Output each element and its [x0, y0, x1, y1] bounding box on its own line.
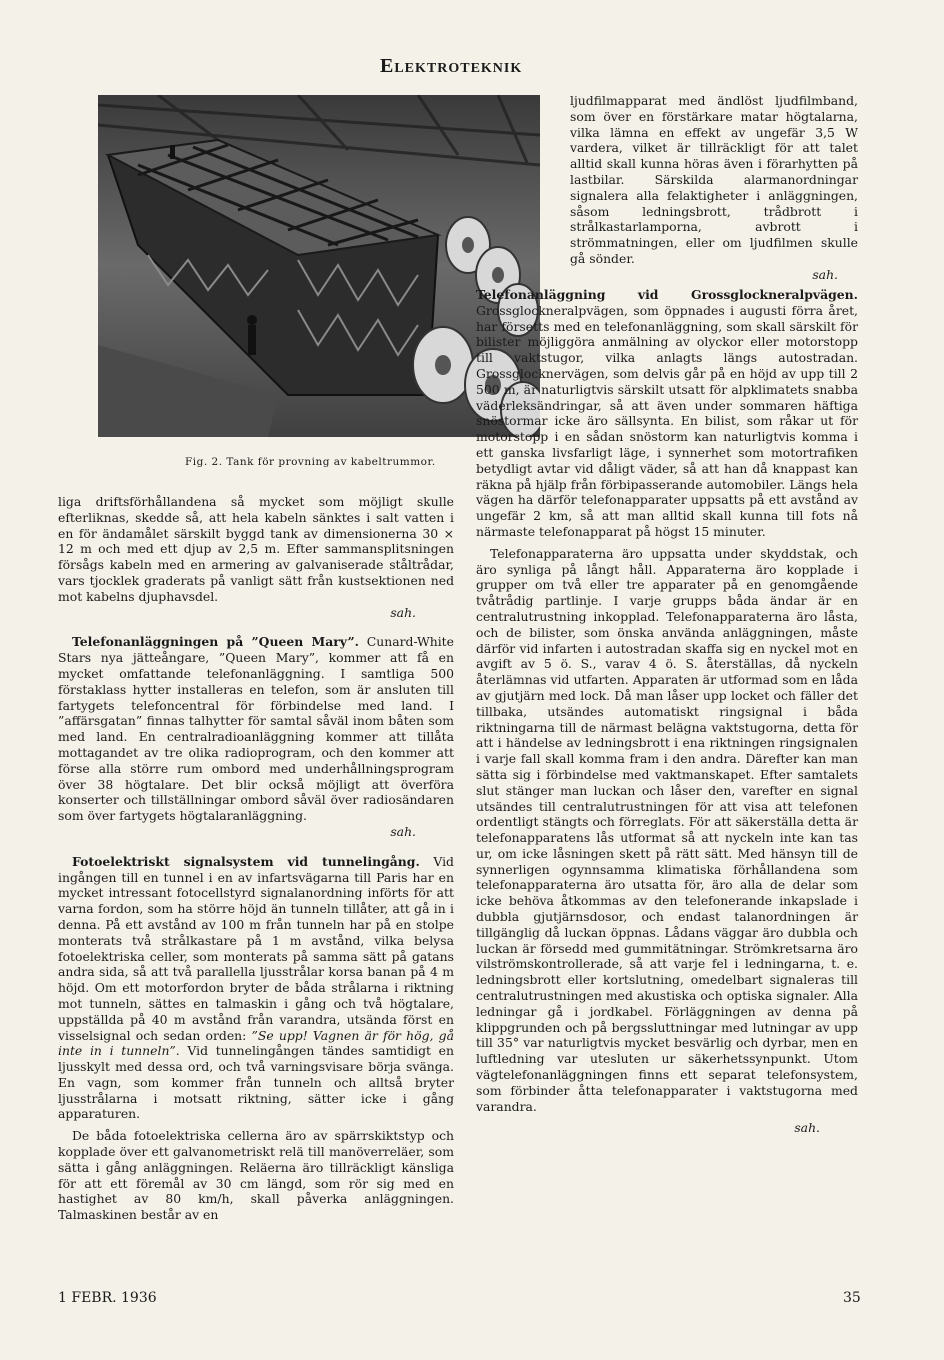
left-paragraph-photocells: De båda fotoelektriska cellerna äro av spärrskiktstyp och kopplade över ett galvanometriskt relä till manöverreläer, som sätta i gång anläggningen. Reläerna äro tillräckligt känsliga för att ett föremål av 30 cm längd, som rör sig med en hastighet av 80 km/h, skall påverka anläggningen. Talmaskinen består av en — [58, 1128, 454, 1223]
section-text-queen-mary: Cunard-White Stars nya jätteångare, ”Queen Mary”, kommer att få en mycket omfattande telefonanläggning. I samtliga 500 förstaklass hytter installeras en telefon, som är ansluten till fartygets telefoncentral för förbindelse med land. I ”affärsgatan” finnas talhytter för samtal såväl inom båten som med land. En centralradioanläggning kommer att tillåta mottagandet av tre olika radioprogram, och den kommer att förse alla större rum ombord med underhållningsprogram över 38 högtalare. Det blir också möjligt att överföra konserter och tillställningar ombord såväl över radiosändaren som över fartygets högtalaranläggning. — [58, 634, 454, 824]
section-quote-tunnel-signal: ”Se upp! Vagnen är för hög, gå inte in i tunneln”. — [58, 1027, 454, 1059]
section-grossglockner — [476, 287, 858, 540]
tank-photo-illustration — [98, 95, 540, 437]
right-paragraph-1-text: ljudfilmapparat med ändlöst ljudfilmband, som över en förstärkare matar högtalarna, vilka lämna en effekt av ungefär 3,5 W vardera, vilket är tillräckligt för att talet alltid skall kunna höras även i förarhytten på lastbilar. Särskilda alarmanordningar signalera alla felaktigheter i anläggningen, såsom ledningsbrott, trådbrott i strålkastarlamporna, avbrott i strömmatningen, eller om ljudfilmen skulle gå sönder. — [570, 93, 858, 266]
section-text2-tunnel-signal: Vid tunnelingången tändes samtidigt en ljusskylt med dessa ord, och två varningsvisare börja svänga. En vagn, som kommer från tunneln och alltså bryter ljusstrålarna i motsatt riktning, sätter icke i gång apparaturen. — [58, 1043, 454, 1122]
right-column-top — [570, 93, 858, 283]
right-paragraph-telephones: Telefonapparaterna äro uppsatta under skyddstak, och äro synliga på långt håll. Apparaterna äro kopplade i grupper om två eller tre apparater på en genomgående tvåtrådig partlinje. I varje grupps båda ändar är en centralutrustning inkopplad. Telefonapparaterna äro låsta, och de bilister, som önska använda anläggningen, måste därför vid infarten i autostradan skaffa sig en nyckel mot en avgift av 5 ö. S., varav 4 ö. S. återställas, då nyckeln återlämnas vid utfarten. Apparaten är utformad som en låda av gjutjärn med lock. Då man låser upp locket och fäller det tillbaka, utsändes automatiskt ringsignal i båda riktningarna till de närmast belägna vaktstugorna, detta för att i händelse av ledningsbrott i ena riktningen ringsignalen i varje fall skall komma fram i den andra. Därefter kan man sätta sig i förbindelse med vaktmanskapet. Efter samtalets slut stänger man luckan och låser den, varefter en signal utsändes till centralutrustningen för att visa att telefonen ordentligt stängts och förreglats. För att säkerställa detta är telefonapparatens lås utformat så att nyckeln inte kan tas ur, om icke låsningen skett på rätt sätt. Med hänsyn till de synnerligen ogynnsamma klimatiska förhållandena som telefonapparaterna äro utsatta för, äro alla de delar som icke behöva åtkommas av den telefonerande inkapslade i dubbla gjutjärnsdosor, och endast talanordningen är tillgänglig då luckan öppnas. Lådans väggar äro dubbla och luckan är försedd med gummitätningar. Strömkretsarna äro vilströmskontrollerade, så att varje fel i ledningarna, t. e. ledningsbrott eller kortslutning, omedelbart signaleras till centralutrustningen med akustiska och optiska signaler. Alla ledningar gå i jordkabel. Förläggningen av denna på klippgrunden och på bergssluttningar med lutningar av upp till 35° var naturligtvis mycket besvärlig och dyrbar, men en luftledning var utesluten ur säkerhetssynpunkt. Utom vägtelefonanläggningen finns ett separat telefonsystem, som förbinder åtta telefonapparater i vaktstugorna med varandra. — [476, 545, 858, 1114]
page-number: 35 — [843, 1290, 861, 1306]
section-queen-mary — [58, 634, 454, 839]
signature-4: sah. — [794, 1120, 820, 1136]
left-paragraph-1 — [58, 494, 454, 620]
footer-date: 1 FEBR. 1936 — [58, 1290, 157, 1306]
right-column — [476, 287, 858, 1136]
section-title-grossglockner: Telefonanläggning vid Grossglockneralpvägen. — [476, 287, 858, 302]
section-title-queen-mary: Telefonanläggningen på ”Queen Mary”. — [72, 634, 359, 650]
signature-1: sah. — [390, 604, 416, 620]
figure-caption: Fig. 2. Tank för provning av kabeltrummor. — [185, 456, 436, 468]
signature-2: sah. — [390, 823, 416, 839]
figure-photo — [98, 95, 540, 437]
page-header: Elektroteknik — [380, 55, 523, 77]
left-column — [58, 494, 454, 1223]
section-title-tunnel-signal: Fotoelektriskt signalsystem vid tunnelingång. — [72, 853, 420, 869]
signature-4-wrapper — [476, 1120, 858, 1136]
left-paragraph-1-text: liga driftsförhållandena så mycket som möjligt skulle efterliknas, skedde så, att hela kabeln sänktes i salt vatten i en för ändamålet särskilt byggd tank av dimensionerna 30 × 12 m och med ett djup av 2,5 m. Efter sammansplitsningen försågs kabeln med en armering av galvaniserade ståltrådar, vars tjocklek graderats på vanligt sätt från kustsektionen ned mot kabelns djuphavsdel. — [58, 494, 454, 604]
section-text-tunnel-signal: Vid ingången till en tunnel i en av infartsvägarna till Paris har en mycket intressant fotocellstyrd signalanordning införts för att varna fordon, som ha större höjd än tunneln tillåter, att gå in i denna. På ett avstånd av 100 m från tunneln har på en stolpe monterats två strålkastare på 1 m avstånd, vilka belysa fotoelektriska celler, som monterats på samma sätt på gatans andra sida, så att två parallella ljusstrålar korsa banan på 4 m höjd. Om ett motorfordon bryter de båda strålarna i riktning mot tunneln, sättes en talmaskin i gång och två högtalare, uppställda på 40 m avstånd från varandra, utsända först en visselsignal och sedan orden: — [58, 853, 454, 1043]
section-text-grossglockner: Grossglockneralpvägen, som öppnades i augusti förra året, har försetts med en telefonanläggning, som skall särskilt för bilister möjliggöra anmälning av olyckor eller motorstopp till vaktstugor, vilka anlagts längs autostradan. Grossglocknervägen, som delvis går på en höjd av upp till 2 500 m, är naturligtvis särskilt utsatt för alpklimatets snabba väderleksändringar, så att även under sommaren häftiga snöstormar icke äro sällsynta. En bilist, som råkar ut för motorstopp i en sådan snöstorm kan naturligtvis komma i ett ganska livsfarligt läge, i synnerhet som motortrafiken betydligt avtar vid dåligt väder, så att han då knappast kan räkna på hjälp från förbipasserande automobiler. Längs hela vägen ha därför telefonapparater uppsatts på ett avstånd av ungefär 2 km, så att man alltid skall kunna till fots nå närmaste telefonapparat på högst 15 minuter. — [476, 302, 858, 539]
signature-3: sah. — [812, 266, 838, 282]
section-tunnel-signal — [58, 854, 454, 1123]
right-paragraph-1 — [570, 93, 858, 283]
